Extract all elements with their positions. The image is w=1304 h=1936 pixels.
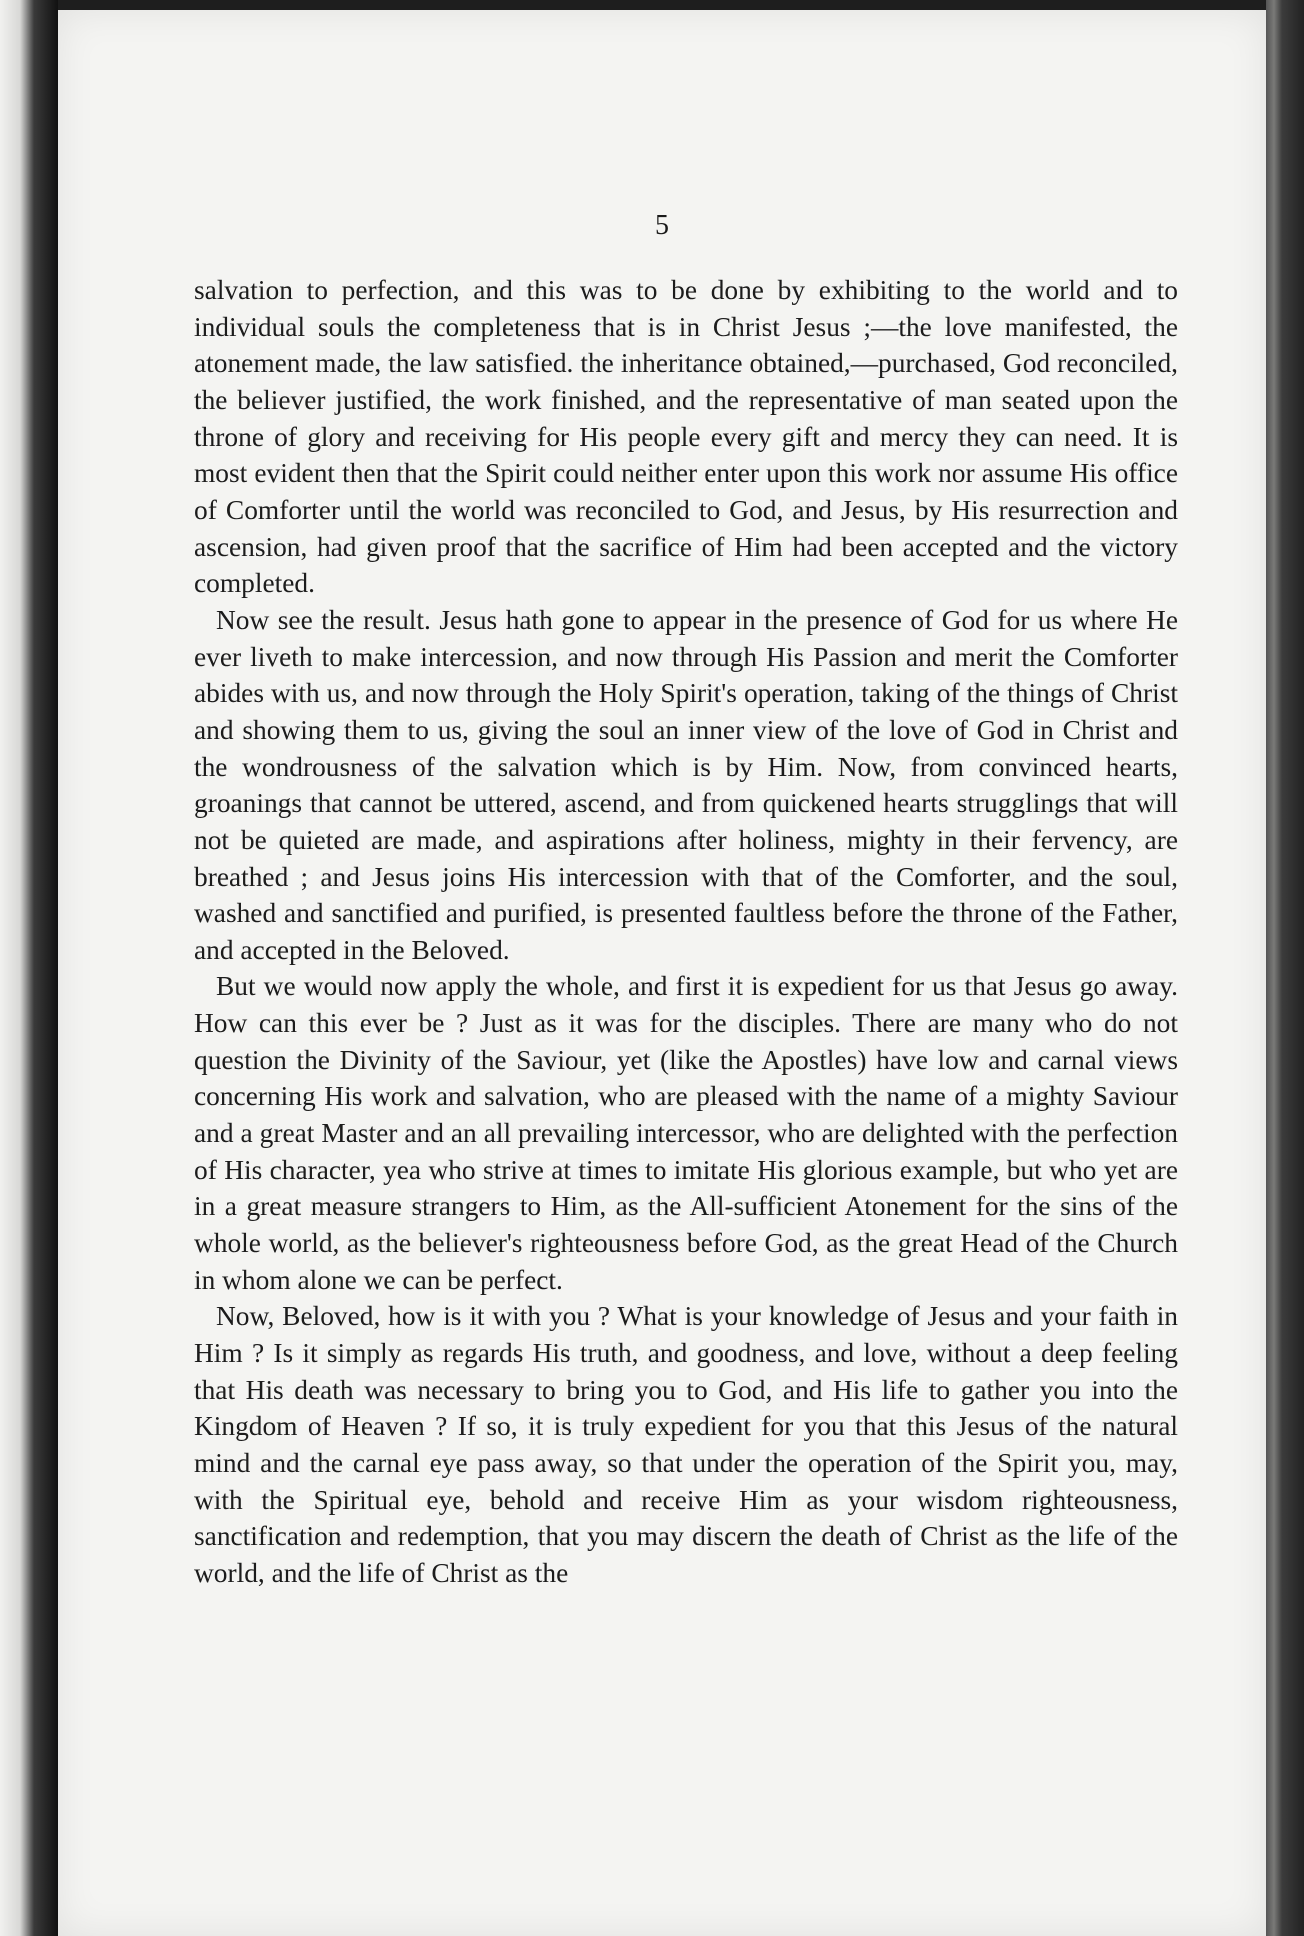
paragraph-3: But we would now apply the whole, and first it is expedient for us that Jesus go away. How can this ever be ? Just as it was for the disciples. There are many who do not question the Divinity of the Saviour, yet (like the Apostles) have low and carnal views concerning His work and salvation, who are pleased with the name of a mighty Saviour and a great Master and an all prevailing intercessor, who are delighted with the perfection of His character, yea who strive at times to imitate His glorious example, but who yet are in a great measure strangers to Him, as the All-sufficient Atonement for the sins of the whole world, as the believer's righteousness before God, as the great Head of the Church in whom alone we can be perfect. bbox=[194, 971, 1178, 1295]
paragraph-1: salvation to perfection, and this was to be done by exhibiting to the world and to individual souls the completeness that is in Christ Jesus ;—the love manifested, the atonement made, the law satisfied. the inheritance obtained,—purchased, God reconciled, the believer justified, the work finished, and the representative of man seated upon the throne of glory and receiving for His people every gift and mercy they can need. It is most evident then that the Spirit could neither enter upon this work nor assume His office of Comforter until the world was reconciled to God, and Jesus, by His resurrection and ascension, had given proof that the sacrifice of Him had been accepted and the victory completed. bbox=[194, 275, 1178, 599]
book-page bbox=[58, 10, 1266, 1936]
paragraph-2: Now see the result. Jesus hath gone to appear in the presence of God for us where He ever liveth to make intercession, and now through His Passion and merit the Comforter abides with us, and now through the Holy Spirit's operation, taking of the things of Christ and showing them to us, giving the soul an inner view of the love of God in Christ and the wondrousness of the salvation which is by Him. Now, from convinced hearts, groanings that cannot be uttered, ascend, and from quickened hearts strugglings that will not be quieted are made, and aspirations after holiness, mighty in their fervency, are breathed ; and Jesus joins His intercession with that of the Comforter, and the soul, washed and sanctified and purified, is presented faultless before the throne of the Father, and accepted in the Beloved. bbox=[194, 604, 1178, 965]
paragraph-4: Now, Beloved, how is it with you ? What is your knowledge of Jesus and your faith in Him ? Is it simply as regards His truth, and goodness, and love, without a deep feeling that His death was necessary to bring you to God, and His life to gather you into the Kingdom of Heaven ? If so, it is truly expedient for you that this Jesus of the natural mind and the carnal eye pass away, so that under the operation of the Spirit you, may, with the Spiritual eye, behold and receive Him as your wisdom righteousness, sanctification and redemption, that you may discern the death of Christ as the life of the world, and the life of Christ as the bbox=[194, 1301, 1178, 1588]
page-number: 5 bbox=[655, 210, 669, 241]
right-page-edge bbox=[1266, 0, 1304, 1936]
left-page-edge bbox=[0, 0, 58, 1936]
body-text bbox=[194, 272, 1178, 1592]
